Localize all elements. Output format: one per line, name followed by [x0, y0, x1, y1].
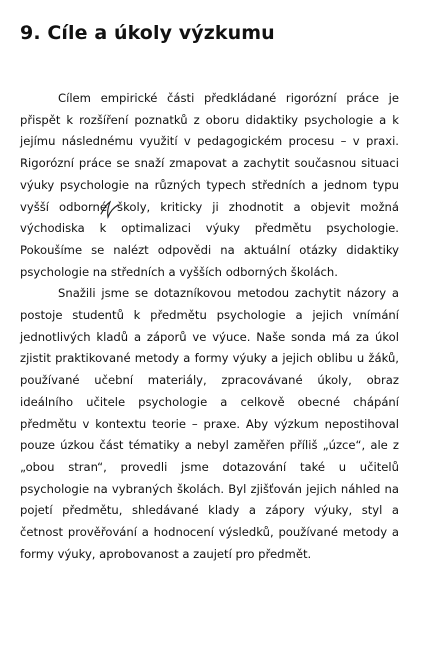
chapter-heading: 9. Cíle a úkoly výzkumu: [20, 22, 275, 44]
paragraph-research-method: Snažili jsme se dotazníkovou metodou zachytit názory a postoje studentů k předmětu psychologie a jejich vnímání jednotlivých kladů a záporů ve výuce. Naše sonda má za úkol zjistit praktikované metody a formy výuky a jejich oblibu u žáků, používané učební materiály, zpracovávané úkoly, obraz ideálního učitele psychologie a celkově obecné chápání předmětu v kontextu teorie – praxe. Aby výzkum nepostihoval pouze úzkou část tématiky a nebyl zaměřen příliš „úzce“, ale z „obou stran“, provedli jsme dotazování také u učitelů psychologie na vybraných školách. Byl zjišťován jejich náhled na pojetí předmětu, shledávané klady a zápory výuky, styl a četnost prověřování a hodnocení výsledků, používané metody a formy výuky, aprobovanost a zaujetí pro předmět.: [20, 286, 399, 561]
handwritten-correction-mark: [98, 198, 122, 220]
paragraph-research-goals: Cílem empirické části předkládané rigorózní práce je přispět k rozšíření poznatků z oboru didaktiky psychologie a k jejímu následnému využití v pedagogickém procesu – v praxi. Rigorózní práce se snaží zmapovat a zachytit současnou situaci výuky psychologie na různých typech středních a jednom typu vyšší odborné školy, kriticky ji zhodnotit a objevit možná východiska k optimalizaci výuky předmětu psychologie. Pokoušíme se nalézt odpovědi na aktuální otázky didaktiky psychologie na středních a vyšších odborných školách.: [20, 91, 399, 279]
chapter-body: [20, 88, 399, 565]
